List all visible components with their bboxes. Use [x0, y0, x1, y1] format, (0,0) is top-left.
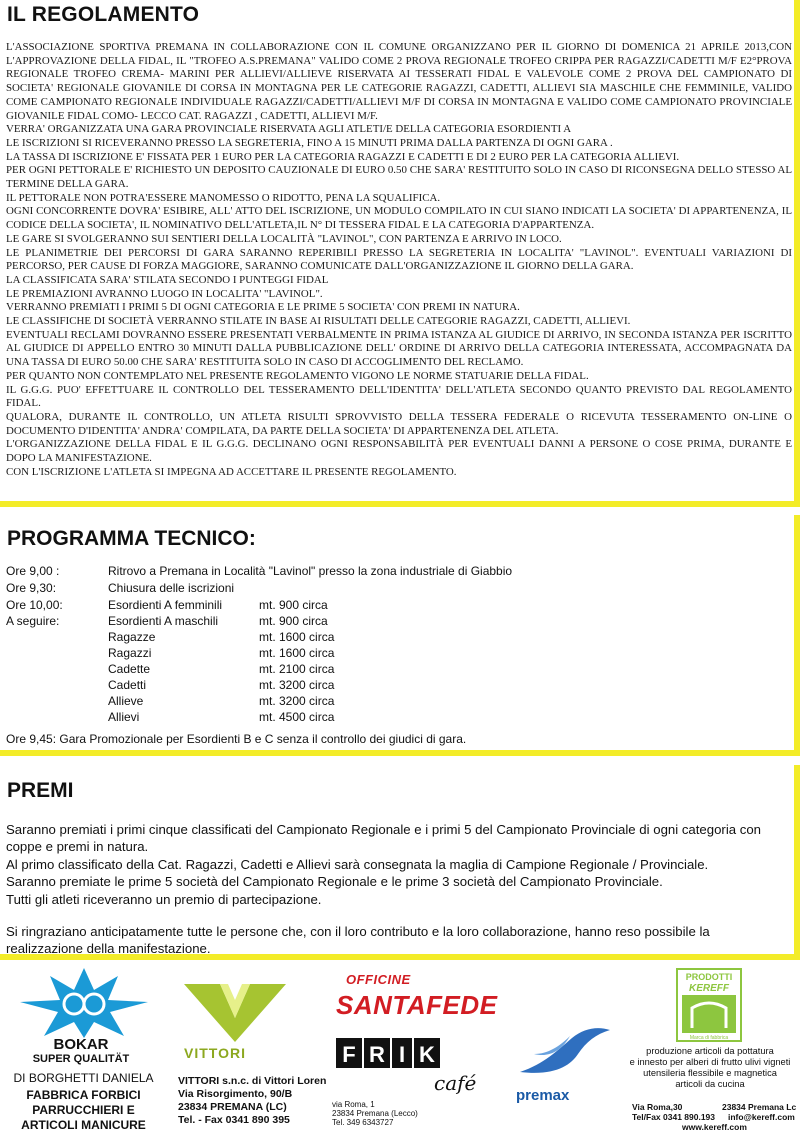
frik-cafe-logo-icon [336, 1036, 486, 1100]
bokar-name: BOKAR [53, 1036, 109, 1053]
regolamento-paragraph: CON L'ISCRIZIONE L'ATLETA SI IMPEGNA AD ACCETTARE IL PRESENTE REGOLAMENTO. [6, 465, 457, 478]
schedule-distance: mt. 1600 circa [259, 646, 335, 660]
premi-paragraph: Saranno premiati i primi cinque classificati del Campionato Regionale e i primi 5 del Campionato Provinciale di ogni categoria con coppe e premi in natura. [6, 822, 762, 855]
sponsor-premax [512, 966, 622, 1134]
svg-text:KEREFF: KEREFF [689, 983, 729, 994]
schedule-event: Ragazzi [108, 646, 152, 660]
regolamento-paragraph: LE PLANIMETRIE DEI PERCORSI DI GARA SARANNO REPERIBILI PRESSO LA SEGRETERIA IN LOCALITA' "LAVINOL". EVENTUALI VARIAZIONI DI PERCORSO, PER CAUSE DI FORZA MAGGIORE, SARANNO COMUNICATE DALL'ORGANIZZAZIONE IL GIORNO DELLA GARA. [6, 246, 792, 273]
vittori-line: VITTORI s.n.c. di Vittori Loren [178, 1075, 327, 1087]
schedule-time: A seguire: [6, 614, 60, 628]
programma-title: PROGRAMMA TECNICO: [7, 527, 256, 550]
regolamento-section [0, 0, 800, 507]
kereff-email: info@kereff.com [728, 1112, 795, 1122]
premi-paragraph: Tutti gli atleti riceveranno un premio di partecipazione. [6, 891, 322, 907]
bokar-line: FABBRICA FORBICI [26, 1088, 141, 1102]
regolamento-title: IL REGOLAMENTO [7, 3, 200, 26]
sponsor-kereff [624, 966, 800, 1134]
kereff-website: www.kereff.com [682, 1122, 747, 1132]
schedule-distance: mt. 3200 circa [259, 678, 335, 692]
svg-text:F: F [342, 1042, 356, 1067]
sponsor-bokar [6, 966, 166, 1134]
premi-paragraph: Saranno premiate le prime 5 società del Campionato Regionale e le prime 3 società del Campionato Provinciale. [6, 874, 663, 890]
regolamento-paragraph: LA TASSA DI ISCRIZIONE E' FISSATA PER 1 EURO PER LA CATEGORIA RAGAZZI E CADETTI E DI 2 EURO PER LA CATEGORIA ALLIEVI. [6, 150, 680, 163]
kereff-desc-line: utensileria flessibile e magnetica [643, 1068, 777, 1078]
premax-name: premax [516, 1087, 570, 1104]
svg-text:café: café [434, 1071, 477, 1095]
regolamento-paragraph: EVENTUALI RECLAMI DOVRANNO ESSERE PRESENTATI VERBALMENTE IN PRIMA ISTANZA AL GIUDICE DI ARRIVO, IN SECONDA ISTANZA PER ISCRITTO AL GIUDICE DI APPELLO ENTRO 30 MINUTI DALLA PUBBLICAZIONE DELL' ORDINE DI ARRIVO DELLA CATEGORIA INTERESSATA, ACCOMPAGNATA DA UNA TASSA DI EURO 50.00 CHE SARA' RESTITUITA SOLO IN CASO DI ACCOGLIMENTO DEL RECLAMO. [6, 328, 792, 369]
regolamento-paragraph: IL G.G.G. PUO' EFFETTUARE IL CONTROLLO DEL TESSERAMENTO DELL'IDENTITA' DELL'ATLETA SECONDO QUANTO PREVISTO DAL REGOLAMENTO FIDAL. [6, 383, 792, 410]
programma-section [0, 515, 800, 756]
frik-address: 23834 Premana (Lecco) [332, 1109, 418, 1118]
kereff-desc-line: e innesto per alberi di frutto ulivi vigneti [629, 1057, 791, 1067]
schedule-time: Ore 10,00: [6, 598, 63, 612]
sponsors-strip [0, 966, 800, 1134]
schedule-event: Ritrovo a Premana in Località "Lavinol" presso la zona industriale di Giabbio [108, 564, 513, 578]
premi-title: PREMI [7, 779, 74, 802]
schedule-distance: mt. 3200 circa [259, 694, 335, 708]
vittori-line: Tel. - Fax 0341 890 395 [178, 1114, 290, 1126]
regolamento-body [6, 41, 792, 480]
regolamento-paragraph: VERRANNO PREMIATI I PRIMI 5 DI OGNI CATEGORIA E LE PRIME 5 SOCIETA' CON PREMI IN NATURA. [6, 301, 520, 314]
schedule-event: Cadetti [108, 678, 147, 692]
vittori-v-logo-icon [180, 980, 290, 1046]
svg-text:I: I [398, 1042, 406, 1067]
premi-body [6, 821, 788, 958]
schedule-time: Ore 9,30: [6, 581, 57, 595]
schedule-time: Ore 9,00 : [6, 564, 60, 578]
schedule-event: Esordienti A maschili [108, 614, 219, 628]
kereff-badge-logo-icon [676, 968, 742, 1042]
regolamento-paragraph: PER OGNI PETTORALE E' RICHIESTO UN DEPOSITO CAUZIONALE DI EURO 0.50 CHE SARA' RESTITUITO SOLO IN CASO DI RICONSEGNA DELLO STESSO AL TERMINE DELLA GARA. [6, 164, 792, 191]
bokar-owner: DI BORGHETTI DANIELA [13, 1071, 154, 1085]
frik-phone: Tel. 349 6343727 [332, 1118, 394, 1127]
santafede-name: SANTAFEDE [336, 990, 498, 1020]
regolamento-paragraph: QUALORA, DURANTE IL CONTROLLO, UN ATLETA RISULTI SPROVVISTO DELLA TESSERA FEDERALE O RICEVUTA TESSERAMENTO ON-LINE O DOCUMENTO D'IDENTITA' ANDRA' COMPILATA, DA PARTE DELLA SOCIETA' DI APPARTENENZA DEL ATLETA. [6, 410, 792, 437]
schedule-distance: mt. 4500 circa [259, 710, 335, 724]
sponsor-santafede [332, 966, 512, 1134]
regolamento-paragraph: LE ISCRIZIONI SI RICEVERANNO PRESSO LA SEGRETERIA, FINO A 15 MINUTI PRIMA DALLA PARTENZA DI OGNI GARA . [6, 136, 613, 149]
regolamento-paragraph: VERRA' ORGANIZZATA UNA GARA PROVINCIALE RISERVATA AGLI ATLETI/E DELLA CATEGORIA ESORDIENTI A [6, 123, 572, 136]
schedule-distance: mt. 1600 circa [259, 630, 335, 644]
regolamento-paragraph: LE CLASSIFICHE DI SOCIETÀ VERRANNO STILATE IN BASE AI RISULTATI DELLE CATEGORIE RAGAZZI, CADETTI, ALLIEVI. [6, 315, 631, 328]
kereff-desc-line: articoli da cucina [675, 1079, 745, 1089]
regolamento-paragraph: IL PETTORALE NON POTRA'ESSERE MANOMESSO O RIDOTTO, PENA LA SQUALIFICA. [6, 191, 441, 204]
schedule-event: Chiusura delle iscrizioni [108, 581, 235, 595]
regolamento-paragraph: LE PREMIAZIONI AVRANNO LUOGO IN LOCALITA' "LAVINOL". [6, 287, 323, 300]
thanks-paragraph: Si ringraziano anticipatamente tutte le persone che, con il loro contributo e la loro collaborazione, hanno reso possibile la realizzazione della manifestazione. [6, 924, 710, 957]
kereff-description [624, 1046, 796, 1090]
premax-swoosh-logo-icon [514, 1024, 614, 1084]
kereff-address: 23834 Premana Lc [722, 1102, 797, 1112]
bokar-tagline: SUPER QUALITÄT [32, 1053, 130, 1065]
regolamento-paragraph: LE GARE SI SVOLGERANNO SUI SENTIERI DELLA LOCALITÀ "LAVINOL", CON PARTENZA E ARRIVO IN LOCO. [6, 232, 562, 245]
kereff-address: Via Roma,30 [632, 1102, 683, 1112]
svg-text:R: R [369, 1042, 385, 1067]
regolamento-paragraph: OGNI CONCORRENTE DOVRA' ESIBIRE, ALL' ATTO DEL ISCRIZIONE, UN MODULO COMPILATO IN CUI SIANO INDICATI LA SOCIETA' DI APPARTENENZA, IL CODICE DELLA SOCIETA', IL NOMINATIVO DELL'ATLETA,IL N° DI TESSERA FIDAL E LA CATEGORIA D'APPARTENZA. [6, 205, 792, 232]
kereff-phone: Tel/Fax 0341 890.193 [632, 1112, 716, 1122]
frik-address: via Roma, 1 [332, 1100, 375, 1109]
premi-section [0, 765, 800, 960]
vittori-brand: VITTORI [184, 1045, 246, 1061]
schedule-note: Ore 9,45: Gara Promozionale per Esordienti B e C senza il controllo dei giudici di gara. [6, 732, 467, 746]
schedule-distance: mt. 900 circa [259, 598, 328, 612]
schedule-distance: mt. 2100 circa [259, 662, 335, 676]
schedule-event: Ragazze [108, 630, 156, 644]
sponsor-vittori [178, 966, 328, 1134]
premi-paragraph: Al primo classificato della Cat. Ragazzi, Cadetti e Allievi sarà consegnata la maglia di Campione Regionale / Provinciale. [6, 856, 709, 872]
schedule-event: Cadette [108, 662, 151, 676]
schedule-event: Allieve [108, 694, 144, 708]
bokar-line: PARRUCCHIERI E [32, 1103, 135, 1117]
bokar-line: ARTICOLI MANICURE [21, 1118, 146, 1132]
santafede-top: OFFICINE [346, 972, 411, 987]
vittori-line: 23834 PREMANA (LC) [178, 1101, 287, 1113]
regolamento-paragraph: PER QUANTO NON CONTEMPLATO NEL PRESENTE REGOLAMENTO VIGONO LE NORME STATUARIE DELLA FIDAL. [6, 369, 589, 382]
svg-text:Marca di fabbrica: Marca di fabbrica [689, 1035, 729, 1041]
regolamento-paragraph: LA CLASSIFICATA SARA' STILATA SECONDO I PUNTEGGI FIDAL [6, 273, 329, 286]
schedule-event: Esordienti A femminili [108, 598, 223, 612]
vittori-line: Via Risorgimento, 90/B [178, 1088, 293, 1100]
svg-text:K: K [419, 1042, 435, 1067]
schedule-distance: mt. 900 circa [259, 614, 328, 628]
regolamento-paragraph: L'ORGANIZZAZIONE DELLA FIDAL E IL G.G.G. DECLINANO OGNI RESPONSABILITÀ PER EVENTUALI DANNI A PERSONE O COSE PRIMA, DURANTE E DOPO LA MANIFESTAZIONE. [6, 438, 792, 465]
bokar-star-logo-icon [14, 966, 154, 1038]
regolamento-paragraph: L'ASSOCIAZIONE SPORTIVA PREMANA IN COLLABORAZIONE CON IL COMUNE ORGANIZZANO PER IL GIORNO DI DOMENICA 21 APRILE 2013,CON L'APPROVAZIONE DELLA FIDAL, IL "TROFEO A.S.PREMANA" VALIDO COME 2 PROVA REGIONALE TROFEO CRIPPA PER RAGAZZI/CADETTI M/F E2°PROVA REGIONALE TROFEO CREMA- MARINI PER ALLIEVI/ALLIEVE RISERVATA AI TESSERATI FIDAL E VALEVOLE COME 2 PROVA DEL CAMPIONATO DI SOCIETA' REGIONALE GIOVANILE DI CORSA IN MONTAGNA PER LE CATEGORIE RAGAZZI, CADETTI, ALLIEVI SIA MASCHILE CHE FEMMINILE, VALIDO COME CAMPIONATO REGIONALE INDIVIDUALE RAGAZZI/CADETTI/ALLIEVI M/F DI CORSA IN MONTAGNA E VALIDO COME CAMPIONATO PROVINCIALE GIOVANILE FIDAL COMO- LECCO CAT. RAGAZZI , CADETTI, ALLIEVI M/F. [6, 41, 792, 122]
svg-text:PRODOTTI: PRODOTTI [685, 972, 733, 982]
schedule-event: Allievi [108, 710, 140, 724]
kereff-desc-line: produzione articoli da pottatura [646, 1046, 774, 1056]
